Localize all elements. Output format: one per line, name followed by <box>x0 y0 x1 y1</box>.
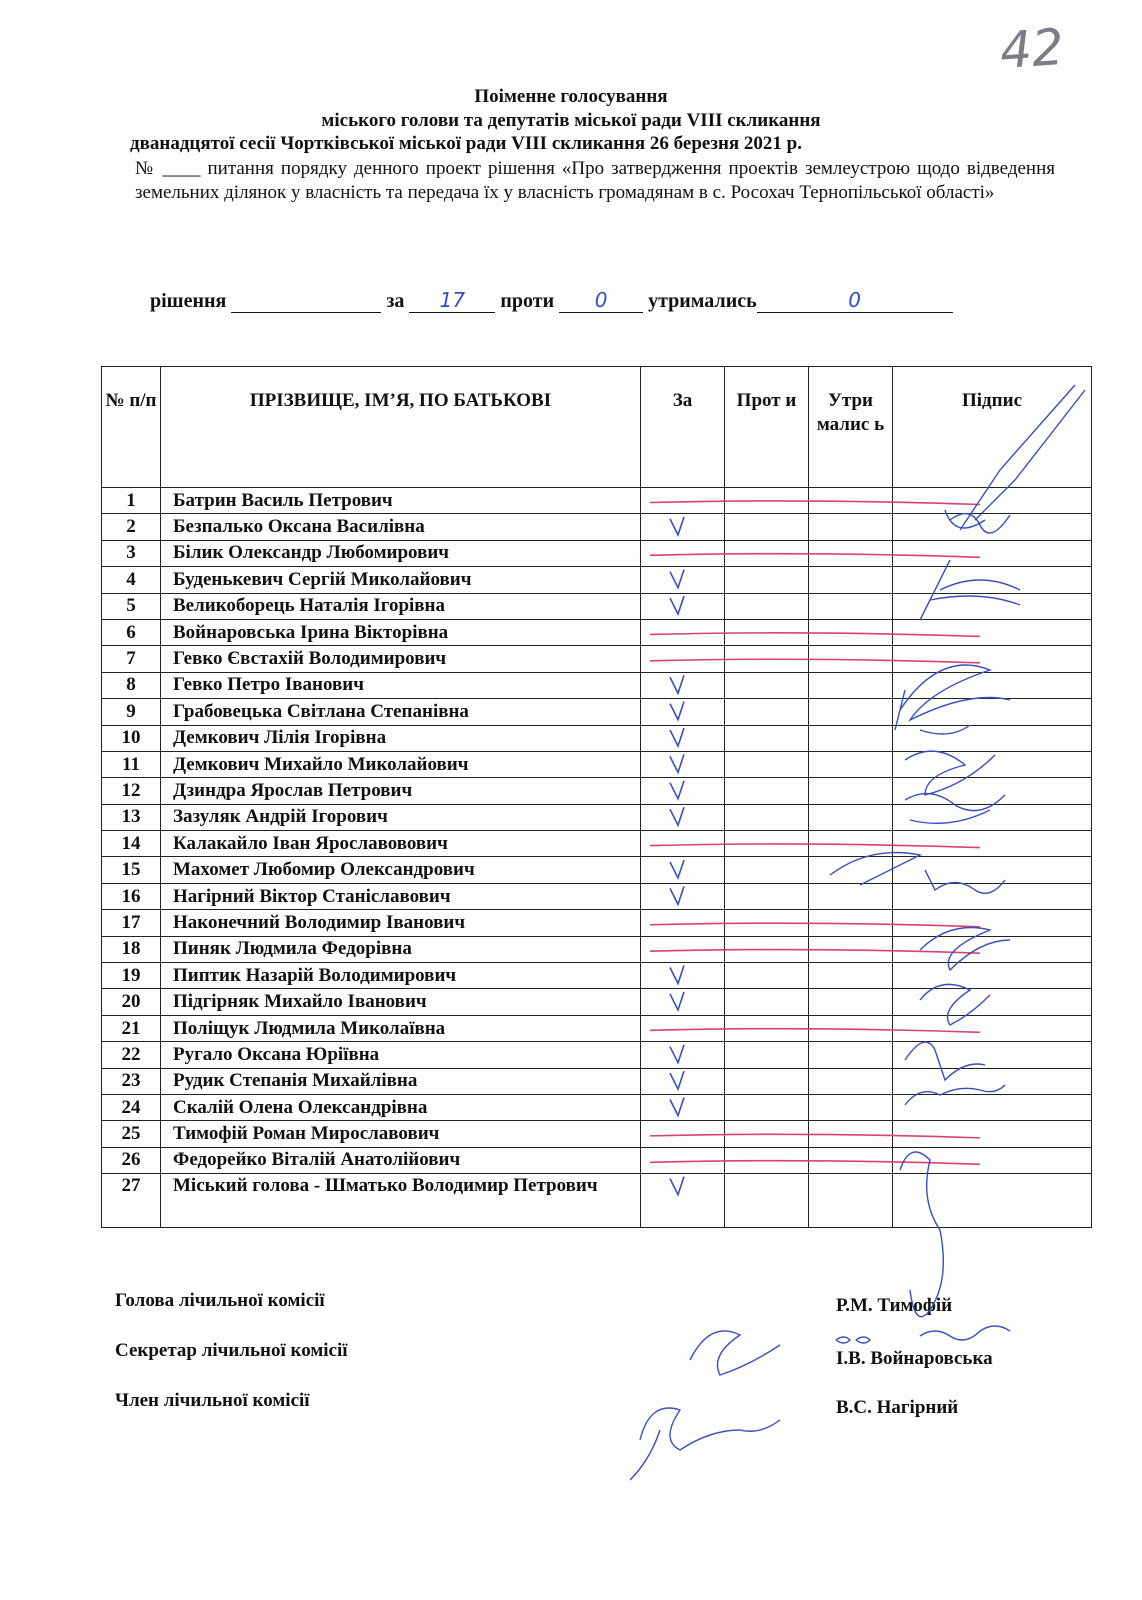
table-row <box>102 514 1092 540</box>
table-row <box>102 831 1092 857</box>
session-line: дванадцятої сесії Чортківської міської ради VIII скликання 26 березня 2021 р. <box>130 133 802 154</box>
for-label: за <box>386 290 405 312</box>
vote-abstained-cell <box>809 725 893 751</box>
row-number: 22 <box>102 1042 161 1068</box>
row-number: 20 <box>102 989 161 1015</box>
vote-against-cell <box>725 567 809 593</box>
signature-cell <box>893 619 1092 645</box>
vote-against-cell <box>725 672 809 698</box>
vote-against-cell <box>725 1094 809 1120</box>
signature-cell <box>893 1121 1092 1147</box>
vote-abstained-cell <box>809 857 893 883</box>
member-name: Великоборець Наталія Ігорівна <box>161 593 641 619</box>
table-row <box>102 883 1092 909</box>
col-against: Прот и <box>725 367 809 488</box>
row-number: 4 <box>102 567 161 593</box>
signature-cell <box>893 1094 1092 1120</box>
row-number: 14 <box>102 831 161 857</box>
abstained-label: утримались <box>648 290 757 312</box>
vote-against-cell <box>725 778 809 804</box>
vote-abstained-cell <box>809 751 893 777</box>
page-number: 42 <box>998 17 1066 81</box>
vote-abstained-cell <box>809 804 893 830</box>
vote-abstained-cell <box>809 567 893 593</box>
table-row <box>102 778 1092 804</box>
row-number: 17 <box>102 910 161 936</box>
row-number: 7 <box>102 646 161 672</box>
vote-abstained-cell <box>809 910 893 936</box>
signature-cell <box>893 857 1092 883</box>
footer-name-2: І.В. Войнаровська <box>836 1348 993 1369</box>
table-row <box>102 488 1092 514</box>
member-name: Тимофій Роман Мирославович <box>161 1121 641 1147</box>
vote-for-cell <box>641 1015 725 1041</box>
vote-for-cell <box>641 963 725 989</box>
for-count: 17 <box>409 288 495 313</box>
table-row <box>102 963 1092 989</box>
vote-abstained-cell <box>809 1042 893 1068</box>
table-row <box>102 751 1092 777</box>
table-row <box>102 910 1092 936</box>
col-signature: Підпис <box>893 367 1092 488</box>
row-number: 26 <box>102 1147 161 1173</box>
vote-against-cell <box>725 883 809 909</box>
voting-table <box>101 366 1092 1228</box>
decision-blank <box>231 288 381 313</box>
member-name: Рудик Степанія Михайлівна <box>161 1068 641 1094</box>
row-number: 6 <box>102 619 161 645</box>
signature-cell <box>893 1147 1092 1173</box>
vote-against-cell <box>725 831 809 857</box>
table-row <box>102 857 1092 883</box>
vote-against-cell <box>725 725 809 751</box>
table-row <box>102 619 1092 645</box>
table-row <box>102 1015 1092 1041</box>
vote-abstained-cell <box>809 672 893 698</box>
vote-for-cell <box>641 672 725 698</box>
member-name: Безпалько Оксана Василівна <box>161 514 641 540</box>
signature-cell <box>893 514 1092 540</box>
footer-role-1: Голова лічильної комісії <box>115 1290 325 1311</box>
member-name: Калакайло Іван Ярославовович <box>161 831 641 857</box>
vote-for-cell <box>641 567 725 593</box>
vote-for-cell <box>641 751 725 777</box>
table-row <box>102 646 1092 672</box>
table-row <box>102 1094 1092 1120</box>
vote-against-cell <box>725 857 809 883</box>
vote-for-cell <box>641 488 725 514</box>
signature-stroke <box>690 1331 780 1375</box>
vote-abstained-cell <box>809 1068 893 1094</box>
member-name: Буденькевич Сергій Миколайович <box>161 567 641 593</box>
signature-stroke <box>630 1408 780 1480</box>
vote-for-cell <box>641 804 725 830</box>
row-number: 16 <box>102 883 161 909</box>
member-name: Ругало Оксана Юріївна <box>161 1042 641 1068</box>
vote-abstained-cell <box>809 514 893 540</box>
member-name: Гевко Євстахій Володимирович <box>161 646 641 672</box>
vote-against-cell <box>725 1068 809 1094</box>
table-row <box>102 1174 1092 1228</box>
row-number: 25 <box>102 1121 161 1147</box>
document-title: Поіменне голосування <box>474 86 668 107</box>
vote-abstained-cell <box>809 488 893 514</box>
vote-against-cell <box>725 1147 809 1173</box>
row-number: 24 <box>102 1094 161 1120</box>
signature-cell <box>893 910 1092 936</box>
col-for: За <box>641 367 725 488</box>
signature-cell <box>893 883 1092 909</box>
vote-abstained-cell <box>809 989 893 1015</box>
signature-cell <box>893 989 1092 1015</box>
signature-cell <box>893 963 1092 989</box>
vote-for-cell <box>641 514 725 540</box>
signature-stroke <box>836 1326 1010 1343</box>
member-name: Гевко Петро Іванович <box>161 672 641 698</box>
col-name: ПРІЗВИЩЕ, ІМ’Я, ПО БАТЬКОВІ <box>161 367 641 488</box>
vote-against-cell <box>725 1042 809 1068</box>
vote-for-cell <box>641 619 725 645</box>
vote-abstained-cell <box>809 963 893 989</box>
signature-cell <box>893 1174 1092 1228</box>
vote-for-cell <box>641 1068 725 1094</box>
signature-cell <box>893 936 1092 962</box>
vote-for-cell <box>641 831 725 857</box>
signature-cell <box>893 831 1092 857</box>
member-name: Поліщук Людмила Миколаївна <box>161 1015 641 1041</box>
vote-against-cell <box>725 699 809 725</box>
vote-for-cell <box>641 593 725 619</box>
vote-abstained-cell <box>809 646 893 672</box>
signature-cell <box>893 672 1092 698</box>
vote-abstained-cell <box>809 540 893 566</box>
member-name: Батрин Василь Петрович <box>161 488 641 514</box>
footer-name-3: В.С. Нагірний <box>836 1397 959 1418</box>
vote-against-cell <box>725 540 809 566</box>
vote-against-cell <box>725 1121 809 1147</box>
vote-for-cell <box>641 646 725 672</box>
vote-for-cell <box>641 540 725 566</box>
vote-abstained-cell <box>809 778 893 804</box>
footer-name-1: Р.М. Тимофій <box>836 1295 953 1316</box>
vote-against-cell <box>725 593 809 619</box>
vote-against-cell <box>725 514 809 540</box>
row-number: 10 <box>102 725 161 751</box>
vote-abstained-cell <box>809 1121 893 1147</box>
table-row <box>102 593 1092 619</box>
row-number: 2 <box>102 514 161 540</box>
signature-cell <box>893 488 1092 514</box>
vote-against-cell <box>725 488 809 514</box>
signature-cell <box>893 699 1092 725</box>
member-name: Наконечний Володимир Іванович <box>161 910 641 936</box>
against-count: 0 <box>559 288 643 313</box>
vote-against-cell <box>725 1174 809 1228</box>
document-subtitle: міського голови та депутатів міської ради VIII скликання <box>321 110 821 131</box>
member-name: Нагірний Віктор Станіславович <box>161 883 641 909</box>
vote-for-cell <box>641 1042 725 1068</box>
table-row <box>102 989 1092 1015</box>
vote-against-cell <box>725 1015 809 1041</box>
member-name: Пиняк Людмила Федорівна <box>161 936 641 962</box>
vote-for-cell <box>641 699 725 725</box>
vote-for-cell <box>641 1147 725 1173</box>
vote-abstained-cell <box>809 831 893 857</box>
vote-abstained-cell <box>809 593 893 619</box>
vote-for-cell <box>641 725 725 751</box>
member-name: Підгірняк Михайло Іванович <box>161 989 641 1015</box>
signature-cell <box>893 567 1092 593</box>
table-row <box>102 1068 1092 1094</box>
member-name: Міський голова - Шматько Володимир Петрович <box>161 1174 641 1228</box>
signature-cell <box>893 646 1092 672</box>
signature-cell <box>893 1015 1092 1041</box>
table-row <box>102 567 1092 593</box>
row-number: 23 <box>102 1068 161 1094</box>
vote-for-cell <box>641 1094 725 1120</box>
row-number: 15 <box>102 857 161 883</box>
table-row <box>102 699 1092 725</box>
agenda-question: № ____ питання порядку денного проект рішення «Про затвердження проектів землеустрою щодо відведення земельних ділянок у власність та передача їх у власність громадянам в с. Росохач Тернопільської області» <box>135 158 1055 203</box>
row-number: 13 <box>102 804 161 830</box>
vote-against-cell <box>725 936 809 962</box>
row-number: 18 <box>102 936 161 962</box>
signature-cell <box>893 751 1092 777</box>
vote-abstained-cell <box>809 883 893 909</box>
vote-for-cell <box>641 778 725 804</box>
vote-for-cell <box>641 857 725 883</box>
table-row <box>102 540 1092 566</box>
vote-against-cell <box>725 751 809 777</box>
vote-for-cell <box>641 1121 725 1147</box>
member-name: Зазуляк Андрій Ігорович <box>161 804 641 830</box>
member-name: Білик Олександр Любомирович <box>161 540 641 566</box>
vote-for-cell <box>641 910 725 936</box>
vote-against-cell <box>725 963 809 989</box>
vote-for-cell <box>641 989 725 1015</box>
decision-line <box>150 288 953 313</box>
vote-against-cell <box>725 646 809 672</box>
member-name: Дзиндра Ярослав Петрович <box>161 778 641 804</box>
table-row <box>102 1147 1092 1173</box>
member-name: Махомет Любомир Олександрович <box>161 857 641 883</box>
vote-against-cell <box>725 989 809 1015</box>
vote-against-cell <box>725 619 809 645</box>
row-number: 8 <box>102 672 161 698</box>
vote-against-cell <box>725 804 809 830</box>
table-row <box>102 804 1092 830</box>
vote-for-cell <box>641 936 725 962</box>
vote-for-cell <box>641 883 725 909</box>
member-name: Федорейко Віталій Анатолійович <box>161 1147 641 1173</box>
table-row <box>102 725 1092 751</box>
abstained-count: 0 <box>757 288 953 313</box>
vote-for-cell <box>641 1174 725 1228</box>
signature-cell <box>893 778 1092 804</box>
row-number: 5 <box>102 593 161 619</box>
vote-abstained-cell <box>809 619 893 645</box>
decision-label: рішення <box>150 290 227 312</box>
member-name: Грабовецька Світлана Степанівна <box>161 699 641 725</box>
signature-cell <box>893 725 1092 751</box>
signature-cell <box>893 1068 1092 1094</box>
vote-abstained-cell <box>809 1094 893 1120</box>
vote-abstained-cell <box>809 1015 893 1041</box>
signature-cell <box>893 804 1092 830</box>
row-number: 3 <box>102 540 161 566</box>
table-header-row <box>102 367 1092 488</box>
footer-role-2: Секретар лічильної комісії <box>115 1340 348 1361</box>
signature-cell <box>893 1042 1092 1068</box>
table-row <box>102 936 1092 962</box>
vote-abstained-cell <box>809 936 893 962</box>
vote-abstained-cell <box>809 1147 893 1173</box>
row-number: 21 <box>102 1015 161 1041</box>
member-name: Демкович Лілія Ігорівна <box>161 725 641 751</box>
footer-role-3: Член лічильної комісії <box>115 1390 310 1411</box>
member-name: Войнаровська Ірина Вікторівна <box>161 619 641 645</box>
row-number: 1 <box>102 488 161 514</box>
row-number: 19 <box>102 963 161 989</box>
member-name: Пиптик Назарій Володимирович <box>161 963 641 989</box>
signature-cell <box>893 540 1092 566</box>
vote-abstained-cell <box>809 699 893 725</box>
col-number: № п/п <box>102 367 161 488</box>
member-name: Скалій Олена Олександрівна <box>161 1094 641 1120</box>
table-row <box>102 672 1092 698</box>
row-number: 9 <box>102 699 161 725</box>
signature-cell <box>893 593 1092 619</box>
member-name: Демкович Михайло Миколайович <box>161 751 641 777</box>
table-row <box>102 1042 1092 1068</box>
row-number: 27 <box>102 1174 161 1228</box>
table-row <box>102 1121 1092 1147</box>
col-abstained: Утри малис ь <box>809 367 893 488</box>
vote-abstained-cell <box>809 1174 893 1228</box>
against-label: проти <box>500 290 555 312</box>
vote-against-cell <box>725 910 809 936</box>
row-number: 12 <box>102 778 161 804</box>
row-number: 11 <box>102 751 161 777</box>
